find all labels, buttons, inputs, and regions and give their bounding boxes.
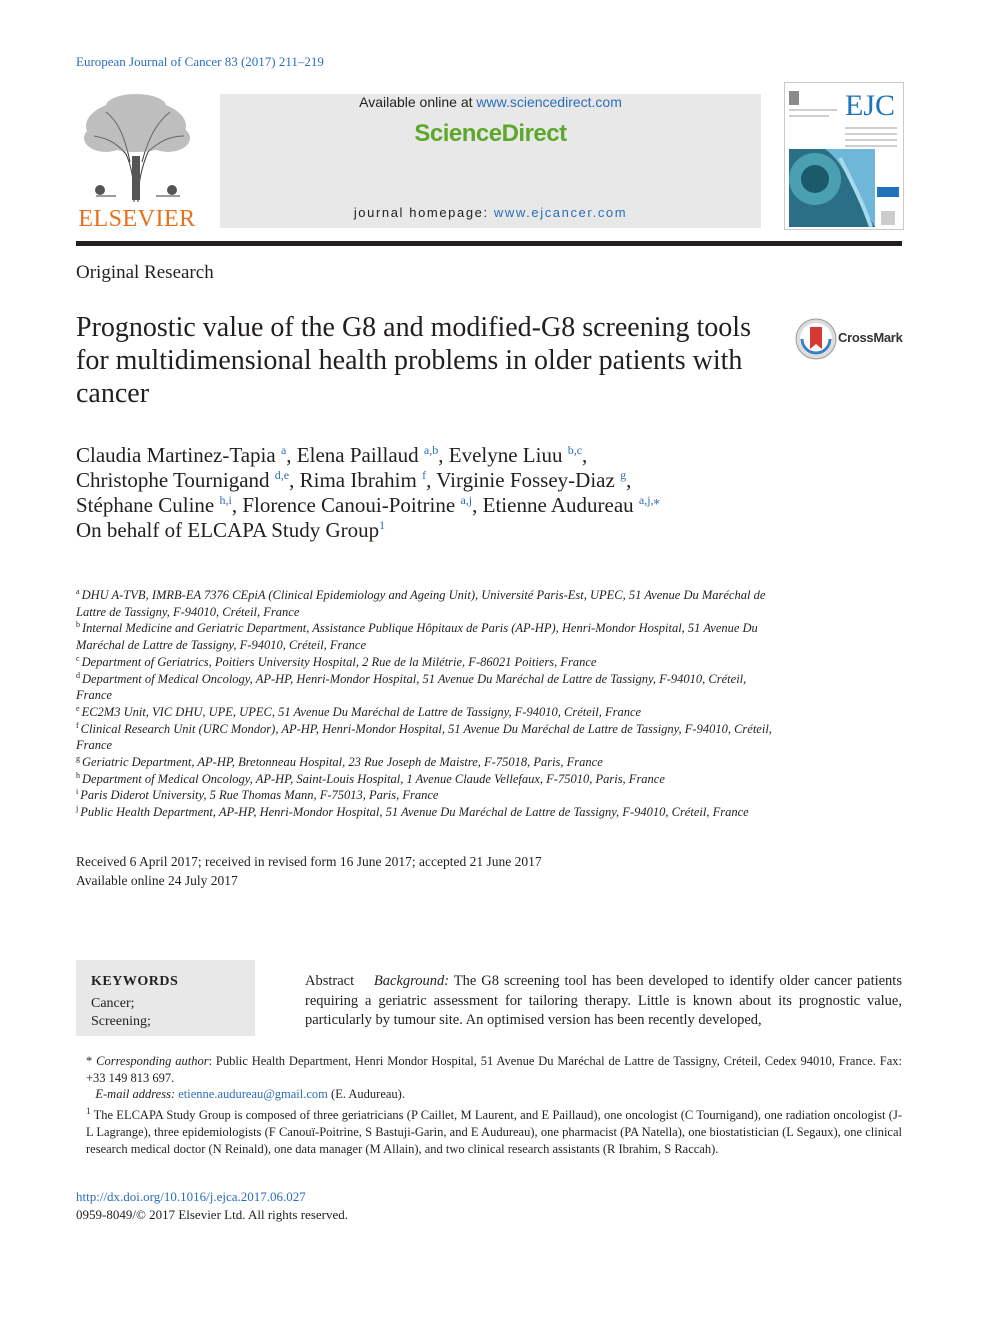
affiliation-text: Department of Geriatrics, Poitiers University Hospital, 2 Rue de la Milétrie, F-86021 Poitiers, France bbox=[81, 654, 597, 669]
affiliation-text: Geriatric Department, AP-HP, Bretonneau Hospital, 23 Rue Joseph de Maistre, F-75018, Paris, France bbox=[82, 755, 603, 770]
cover-line bbox=[845, 127, 897, 129]
group-note bbox=[76, 1103, 902, 1157]
cover-text-lines bbox=[845, 127, 897, 151]
keywords-list bbox=[91, 995, 151, 1031]
footnote-mark: 1 bbox=[86, 1106, 91, 1117]
article-type: Original Research bbox=[76, 262, 214, 283]
group-text: The ELCAPA Study Group is composed of three geriatricians (P Caillet, M Laurent, and E Paillaud), one oncologist (C Tournigand), one radiation oncologist (J-L Lagrange), three epidemiologists (F Canouï-Poitrine, S Bastuji-Garin, and E Audureau), one pharmacist (PA Natella), one biostatistician (L Segaux), one clinical research medical doctor (N Reinald), one data manager (M Allain), and two clinical research assistants (R Ibrahim, S Raccah). bbox=[86, 1108, 902, 1156]
affiliation-key: a bbox=[76, 587, 80, 596]
affiliation-text: Department of Medical Oncology, AP-HP, Saint-Louis Hospital, 1 Avenue Claude Vellefaux, F-75010, Paris, France bbox=[82, 771, 665, 786]
affiliation-item bbox=[76, 587, 776, 620]
author-name[interactable]: Florence Canoui-Poitrine bbox=[242, 493, 456, 517]
affiliation-key: g bbox=[76, 754, 80, 764]
author-name[interactable]: Etienne Audureau bbox=[482, 493, 634, 517]
affiliation-item bbox=[76, 787, 776, 804]
abstract bbox=[305, 972, 902, 1031]
affiliation-key: d bbox=[76, 670, 80, 680]
affiliation-key: c bbox=[76, 653, 80, 663]
homepage-prefix: journal homepage: bbox=[353, 205, 494, 220]
email-suffix: (E. Audureau). bbox=[327, 1087, 405, 1102]
available-prefix: Available online at bbox=[359, 94, 477, 110]
crossmark-icon bbox=[794, 317, 838, 361]
author-name[interactable]: Christophe Tournigand bbox=[76, 468, 270, 492]
affiliation-key: h bbox=[76, 770, 80, 780]
abstract-background-label: Background: bbox=[373, 973, 450, 989]
affiliation-text: DHU A-TVB, IMRB-EA 7376 CEpiA (Clinical Epidemiology and Ageing Unit), Université Paris-Est, UPEC, 51 Avenue Du Maréchal de Lattre de Tassigny, F-94010, Créteil, France bbox=[76, 588, 766, 619]
affiliation-item bbox=[76, 671, 776, 704]
journal-homepage-link[interactable]: www.ejcancer.com bbox=[493, 205, 628, 220]
author-list: Claudia Martinez-Tapia $^a$, Elena Paillaud $^{a,b}$, Evelyne Liuu $^{b,c}$, Christophe Tournigand $^{d,e}$, Rima Ibrahim $^f$, Virginie Fossey-Diaz $^g$, Stéphane Culine $^{h,i}$, Florence Canoui-Poitrine $^{a,j}$, Etienne Audureau $^{a,j,⁎}$ On behalf of ELCAPA Study Group$^1$ bbox=[76, 443, 660, 542]
author-affiliation-marker[interactable]: g bbox=[620, 468, 627, 482]
article-title: Prognostic value of the G8 and modified-G8 screening tools for multidimensional health problems in older patients with cancer bbox=[76, 312, 751, 409]
abstract-text: The G8 screening tool has been developed to identify older cancer patients requiring a geriatric assessment for tailoring therapy. Little is known about its prognostic value, particularly by tumour site. An optimised version has been recently developed, bbox=[305, 973, 902, 1028]
cover-line bbox=[845, 139, 897, 141]
journal-reference[interactable]: European Journal of Cancer 83 (2017) 211–219 bbox=[76, 54, 324, 69]
author-affiliation-marker[interactable]: d,e bbox=[274, 468, 290, 482]
author-name[interactable]: Evelyne Liuu bbox=[448, 443, 563, 467]
author-affiliation-marker[interactable]: b,c bbox=[567, 443, 583, 457]
affiliation-text: EC2M3 Unit, VIC DHU, UPE, UPEC, 51 Avenue Du Maréchal de Lattre de Tassigny, F-94010, Créteil, France bbox=[81, 704, 642, 719]
affiliation-list bbox=[76, 587, 776, 821]
author-affiliation-marker[interactable]: f bbox=[422, 468, 427, 482]
keyword-item: Cancer; bbox=[91, 996, 135, 1011]
abstract-label: Abstract bbox=[305, 973, 355, 989]
affiliation-key: j bbox=[76, 804, 79, 814]
affiliation-item bbox=[76, 620, 776, 653]
author-name[interactable]: Rima Ibrahim bbox=[299, 468, 417, 492]
study-group-name: On behalf of ELCAPA Study Group bbox=[76, 518, 380, 542]
cover-line bbox=[845, 133, 897, 135]
affiliation-item bbox=[76, 804, 776, 821]
author-name[interactable]: Stéphane Culine bbox=[76, 493, 215, 517]
footnotes bbox=[76, 1053, 902, 1157]
corresponding-label: Corresponding author bbox=[96, 1054, 209, 1068]
affiliation-item bbox=[76, 721, 776, 754]
history-received: Received 6 April 2017; received in revised form 16 June 2017; accepted 21 June 2017 bbox=[76, 854, 542, 869]
sciencedirect-logo[interactable]: ScienceDirect bbox=[414, 120, 567, 147]
history-online: Available online 24 July 2017 bbox=[76, 873, 238, 888]
footnote-mark: * bbox=[86, 1054, 93, 1068]
affiliation-text: Internal Medicine and Geriatric Department, Assistance Publique Hôpitaux de Paris (AP-HP), Henri-Mondor Hospital, 51 Avenue Du Maréchal de Lattre de Tassigny, F-94010, Créteil, France bbox=[76, 621, 758, 653]
keywords-title: KEYWORDS bbox=[91, 974, 179, 989]
author-name[interactable]: Elena Paillaud bbox=[296, 443, 419, 467]
email-link[interactable]: etienne.audureau@gmail.com bbox=[178, 1087, 328, 1102]
sciencedirect-link[interactable]: www.sciencedirect.com bbox=[476, 94, 622, 110]
email-label: E-mail address: bbox=[95, 1087, 176, 1102]
crossmark-label[interactable]: CrossMark bbox=[838, 330, 903, 345]
article-history bbox=[76, 852, 542, 890]
affiliation-item bbox=[76, 771, 776, 788]
affiliation-text: Department of Medical Oncology, AP-HP, Henri-Mondor Hospital, 51 Avenue Du Maréchal de Lattre de Tassigny, F-94010, Créteil, France bbox=[76, 671, 747, 703]
affiliation-key: i bbox=[76, 787, 79, 797]
email-note bbox=[76, 1086, 902, 1103]
author-affiliation-marker[interactable]: a,b bbox=[423, 443, 439, 457]
cover-line bbox=[845, 145, 897, 147]
doi-link[interactable]: http://dx.doi.org/10.1016/j.ejca.2017.06.027 bbox=[76, 1189, 306, 1204]
elsevier-wordmark: ELSEVIER bbox=[78, 206, 196, 232]
author-name[interactable]: Virginie Fossey-Diaz bbox=[436, 468, 615, 492]
corresponding-text: : Public Health Department, Henri Mondor Hospital, 51 Avenue Du Maréchal de Lattre de Tassigny, Créteil, Cedex 94010, France. Fax: +33 149 813 697. bbox=[86, 1054, 903, 1085]
affiliation-text: Clinical Research Unit (URC Mondor), AP-HP, Henri-Mondor Hospital, 51 Avenue Du Maréchal de Lattre de Tassigny, F-94010, Créteil, France bbox=[76, 721, 772, 753]
affiliation-text: Public Health Department, AP-HP, Henri-Mondor Hospital, 51 Avenue Du Maréchal de Lattre de Tassigny, F-94010, Créteil, France bbox=[80, 805, 749, 820]
keyword-item: Screening; bbox=[91, 1014, 151, 1029]
cover-journal-title: EJC bbox=[845, 89, 896, 122]
affiliation-key: f bbox=[76, 720, 79, 730]
corresponding-author-note bbox=[76, 1053, 902, 1086]
affiliation-item bbox=[76, 654, 776, 671]
affiliation-item bbox=[76, 704, 776, 721]
header-divider bbox=[76, 241, 902, 246]
affiliation-item bbox=[76, 754, 776, 771]
affiliation-text: Paris Diderot University, 5 Rue Thomas Mann, F-75013, Paris, France bbox=[80, 788, 439, 803]
author-name[interactable]: Claudia Martinez-Tapia bbox=[76, 443, 276, 467]
study-group-marker[interactable]: 1 bbox=[379, 518, 386, 532]
journal-homepage-line bbox=[220, 205, 761, 220]
journal-cover-thumbnail[interactable] bbox=[784, 82, 904, 230]
affiliation-key: e bbox=[76, 703, 80, 713]
issn-copyright: 0959-8049/© 2017 Elsevier Ltd. All rights reserved. bbox=[76, 1207, 348, 1222]
author-affiliation-marker[interactable]: h,i bbox=[219, 493, 232, 507]
author-affiliation-marker[interactable]: a,j bbox=[460, 493, 473, 507]
available-online-line bbox=[220, 94, 761, 110]
author-affiliation-marker[interactable]: a,j,⁎ bbox=[638, 493, 660, 507]
author-affiliation-marker[interactable]: a bbox=[280, 443, 287, 457]
affiliation-key: b bbox=[76, 620, 80, 630]
